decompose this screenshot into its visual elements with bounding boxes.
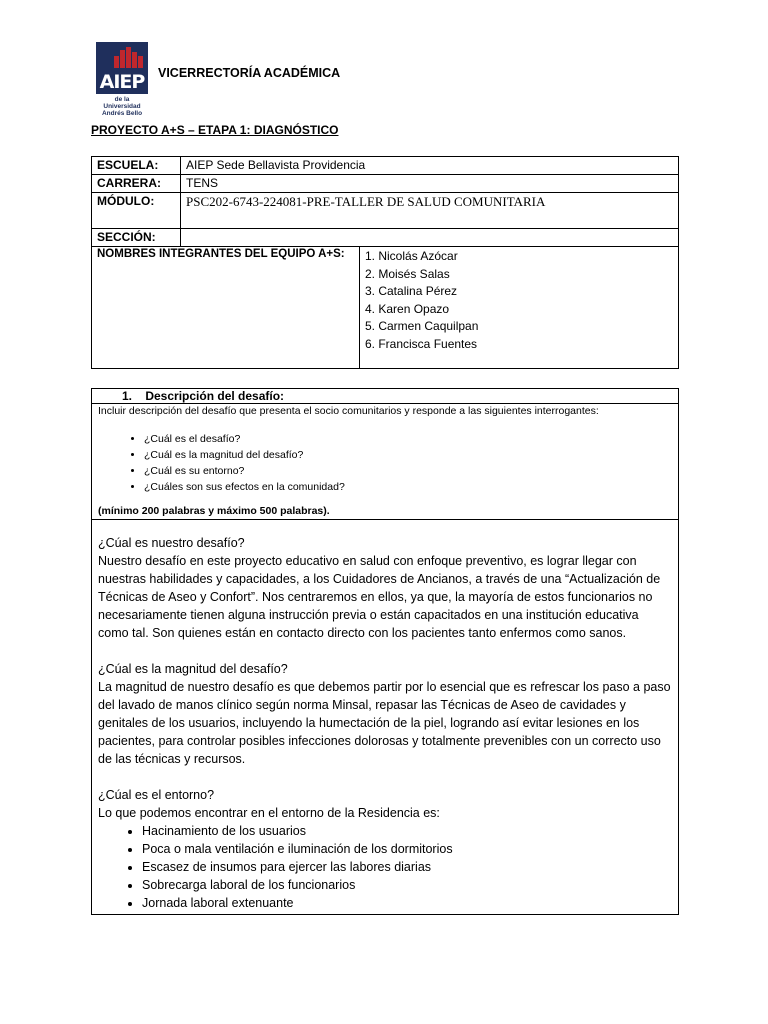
list-item: • ¿Cuál es el desafío? (144, 431, 672, 447)
answer-1: Nuestro desafío en este proyecto educativo en salud con enfoque preventivo, es lograr llegar con nuestras habilidades y capacidades, a los Cuidadores de Ancianos, a través de una “Actualización de Técnicas de Aseo y Confort”. Nos centraremos en ellos, ya que, la mayoría de estos funcionarios no necesariamente tienen alguna instrucción previa o están capacitados en una institución educativa como tal. Son quienes están en contacto directo con los pacientes tanto enfermos como sanos. (98, 554, 661, 640)
member-item: 2. Moisés Salas (365, 266, 450, 281)
project-title: PROYECTO A+S – ETAPA 1: DIAGNÓSTICO (91, 123, 339, 137)
info-table (91, 156, 679, 369)
word-limit: (mínimo 200 palabras y máximo 500 palabras). (98, 505, 330, 517)
member-item: 4. Karen Opazo (365, 301, 450, 316)
answers-cell (92, 520, 679, 915)
entorno-list (98, 822, 672, 912)
section-heading: 1. Descripción del desafío: (92, 389, 679, 404)
challenge-table (91, 388, 679, 915)
answer-2: La magnitud de nuestro desafío es que debemos partir por lo esencial que es refrescar los paso a paso del lavado de manos clínico según norma Minsal, repasar las Técnicas de Aseo de cavidades y genitales de los usuarios, incluyendo la humectación de la piel, logrando así evitar lesiones en los pacientes, para controlar posibles infecciones dolorosas y totalmente prevenibles con un correcto uso de las técnicas y recursos. (98, 680, 671, 766)
questions-list (98, 431, 672, 495)
carrera-value: TENS (181, 175, 679, 193)
question-3: ¿Cúal es el entorno? (98, 788, 215, 802)
list-item: • ¿Cuáles son sus efectos en la comunidad? (144, 479, 672, 495)
modulo-label: MÓDULO: (92, 193, 181, 229)
logo-subtitle: de la Universidad Andrés Bello (101, 96, 143, 117)
list-item: • Escasez de insumos para ejercer las labores diarias (142, 858, 672, 876)
member-item: 6. Francisca Fuentes (365, 336, 478, 351)
list-item: • Poca o mala ventilación e iluminación de los dormitorios (142, 840, 672, 858)
list-item: • Sobrecarga laboral de los funcionarios (142, 876, 672, 894)
escuela-value: AIEP Sede Bellavista Providencia (181, 157, 679, 175)
member-item: 1. Nicolás Azócar (365, 249, 458, 263)
logo-emblem (96, 42, 148, 94)
seccion-value (181, 229, 679, 247)
question-2: ¿Cúal es la magnitud del desafío? (98, 662, 288, 676)
instructions-cell (92, 404, 679, 520)
aiep-logo (96, 42, 148, 117)
page-title: VICERRECTORÍA ACADÉMICA (158, 66, 341, 80)
logo-text: AIEP (99, 71, 145, 93)
carrera-label: CARRERA: (92, 175, 181, 193)
list-item: • Jornada laboral extenuante (142, 894, 672, 912)
question-1: ¿Cúal es nuestro desafío? (98, 536, 245, 550)
instruction-text: Incluir descripción del desafío que presenta el socio comunitarios y responde a las siguientes interrogantes: (98, 405, 599, 417)
modulo-value: PSC202-6743-224081-PRE-TALLER DE SALUD COMUNITARIA (181, 193, 679, 229)
seccion-label: SECCIÓN: (92, 229, 181, 247)
answer-3: Lo que podemos encontrar en el entorno de la Residencia es: (98, 806, 440, 820)
list-item: • Hacinamiento de los usuarios (142, 822, 672, 840)
escuela-label: ESCUELA: (92, 157, 181, 175)
integrantes-label: NOMBRES INTEGRANTES DEL EQUIPO A+S: (92, 247, 360, 369)
member-item: 5. Carmen Caquilpan (365, 319, 479, 333)
list-item: • ¿Cuál es su entorno? (144, 463, 672, 479)
list-item: • ¿Cuál es la magnitud del desafío? (144, 447, 672, 463)
member-item: 3. Catalina Pérez (365, 284, 458, 298)
members-list (360, 247, 679, 369)
